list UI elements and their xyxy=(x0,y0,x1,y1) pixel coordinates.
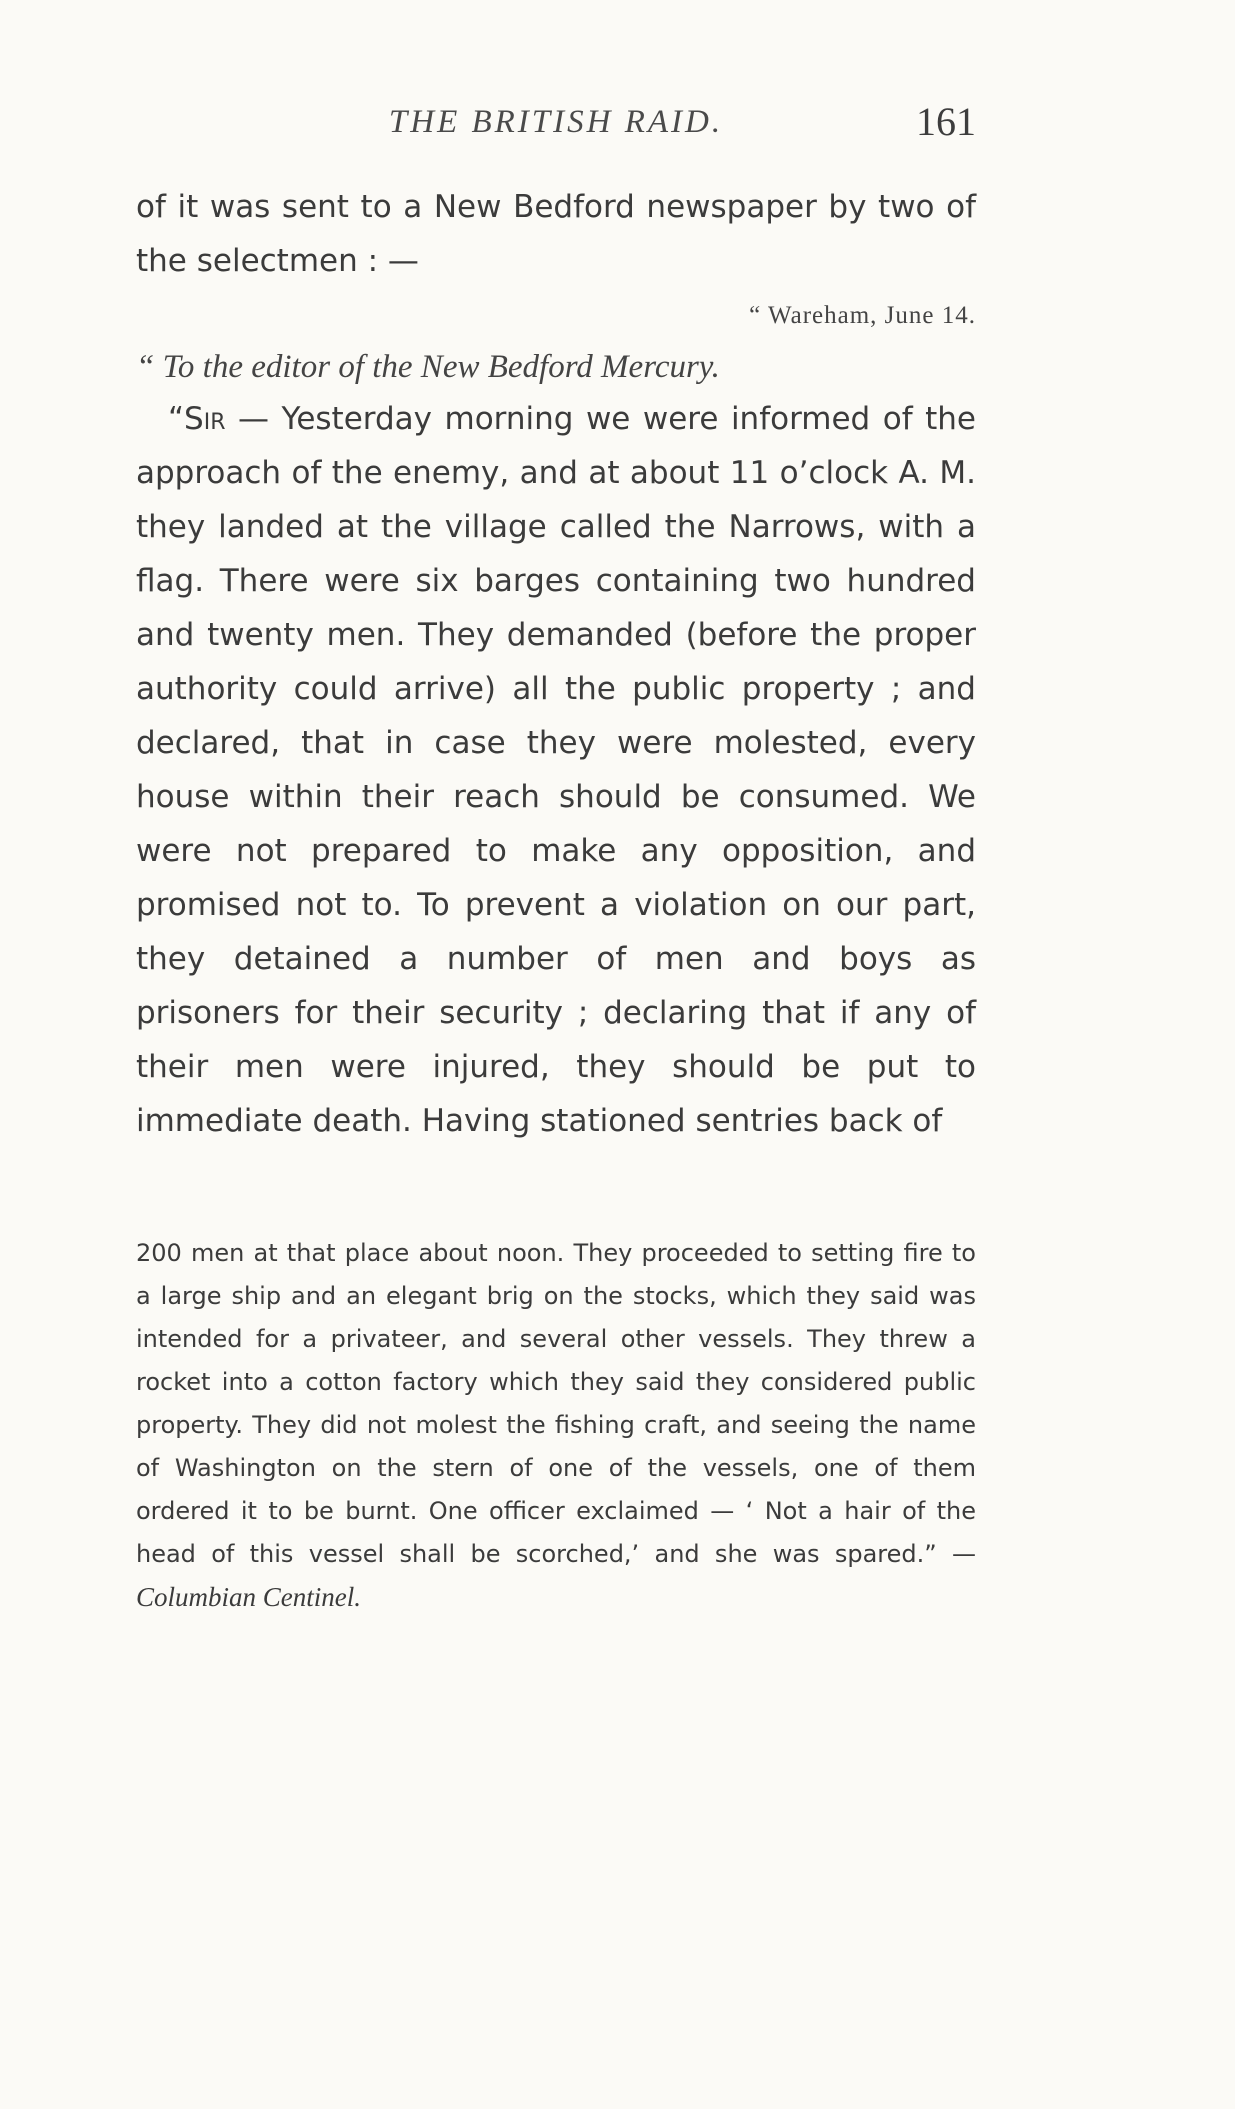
page-number: 161 xyxy=(916,99,976,144)
intro-paragraph: of it was sent to a New Bedford newspaper by two of the selectmen : — xyxy=(136,189,976,279)
letter-opening: “Sir xyxy=(168,401,226,437)
letter-body xyxy=(136,392,976,1148)
letter-salutation: “ To the editor of the New Bedford Mercury. xyxy=(136,349,720,385)
running-title: THE BRITISH RAID. xyxy=(388,104,724,140)
letter-dateline: “ Wareham, June 14. xyxy=(749,302,976,329)
citation-source: Columbian Centinel. xyxy=(136,1582,361,1612)
continued-text-small xyxy=(136,1232,976,1620)
letter-text: — Yesterday morning we were informed of the approach of the enemy, and at about 11 o’clock A. M. they landed at the village called the Narrows, with a flag. There were six barges containing two hundred and twenty men. They demanded (before the proper authority could arrive) all the public property ; and declared, that in case they were molested, every house within their reach should be consumed. We were not prepared to make any opposition, and promised not to. To prevent a violation on our part, they detained a number of men and boys as prisoners for their security ; declaring that if any of their men were injured, they should be put to immediate death. Having stationed sentries back of xyxy=(136,401,976,1139)
continued-text-body: 200 men at that place about noon. They proceeded to setting fire to a large ship and an elegant brig on the stocks, which they said was intended for a privateer, and several other vessels. They threw a rocket into a cotton factory which they said they considered public property. They did not molest the fishing craft, and seeing the name of Washington on the stern of one of the vessels, one of them ordered it to be burnt. One officer exclaimed — ‘ Not a hair of the head of this vessel shall be scorched,’ and she was spared.” — xyxy=(136,1239,976,1568)
body-text-block xyxy=(136,180,976,1148)
page-header xyxy=(136,99,976,164)
